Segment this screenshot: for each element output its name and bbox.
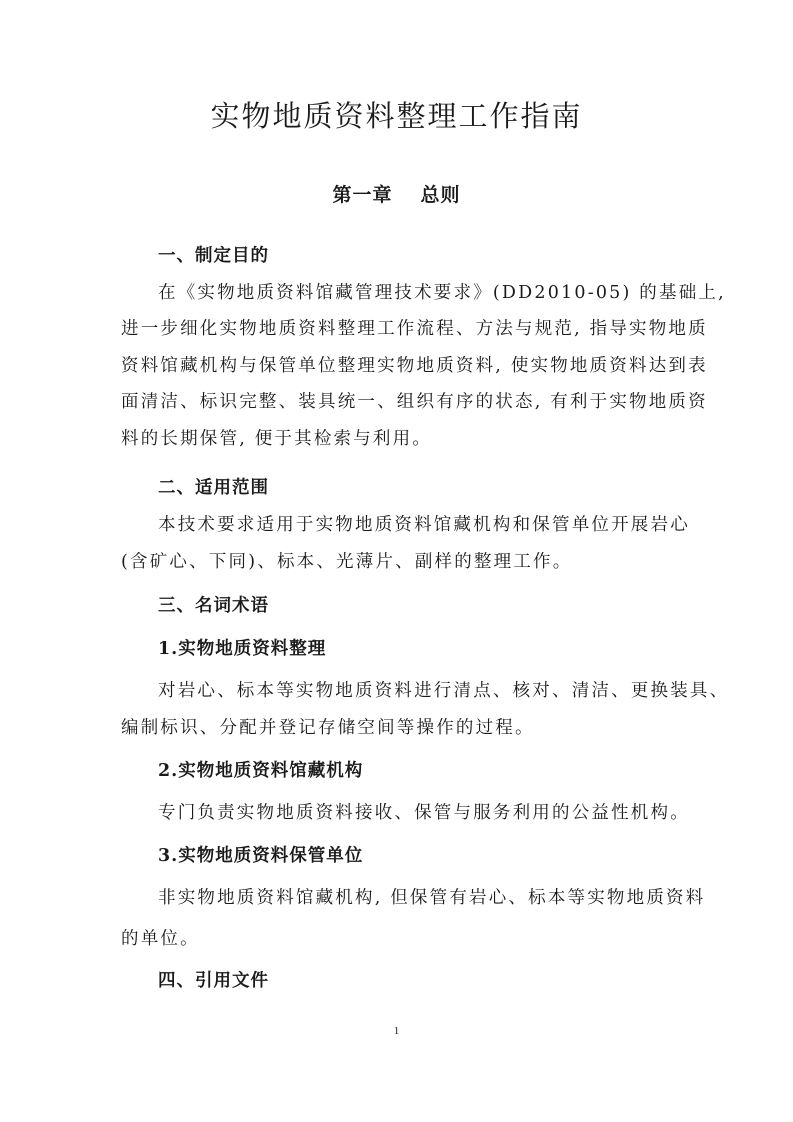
paragraph-line: 料的长期保管, 便于其检索与利用。 [121,429,433,449]
chapter-number: 第一章 [332,184,393,206]
paragraph-line: 面清洁、标识完整、装具统一、组织有序的状态, 有利于实物地质资 [121,392,708,412]
paragraph-line: 专门负责实物地质资料接收、保管与服务利用的公益性机构。 [158,803,690,823]
document-title: 实物地质资料整理工作指南 [210,99,583,133]
paragraph-line: 编制标识、分配并登记存储空间等操作的过程。 [121,718,535,738]
section-heading-purpose: 一、制定目的 [158,246,269,266]
paragraph-line: 对岩心、标本等实物地质资料进行清点、核对、清洁、更换装具、 [158,681,730,701]
section-heading-scope: 二、适用范围 [158,478,269,498]
chapter-name: 总则 [420,184,461,206]
paragraph-line: 非实物地质资料馆藏机构, 但保管有岩心、标本等实物地质资料 [158,888,706,908]
paragraph-line: (含矿心、下同)、标本、光薄片、副样的整理工作。 [121,552,573,572]
page-number: 1 [393,1025,400,1037]
chapter-heading [0,181,793,209]
paragraph-line: 在《实物地质资料馆藏管理技术要求》(DD2010-05) 的基础上, [158,283,726,303]
section-heading-terms: 三、名词术语 [158,596,269,616]
paragraph-line: 本技术要求适用于实物地质资料馆藏机构和保管单位开展岩心 [158,515,690,535]
term-heading: 3.实物地质资料保管单位 [158,846,364,866]
term-heading: 1.实物地质资料整理 [158,639,327,659]
section-heading-references: 四、引用文件 [158,971,269,991]
term-heading: 2.实物地质资料馆藏机构 [158,761,364,781]
paragraph-line: 资料馆藏机构与保管单位整理实物地质资料, 使实物地质资料达到表 [121,356,708,376]
paragraph-line: 进一步细化实物地质资料整理工作流程、方法与规范, 指导实物地质 [121,319,708,339]
paragraph-line: 的单位。 [121,929,200,949]
